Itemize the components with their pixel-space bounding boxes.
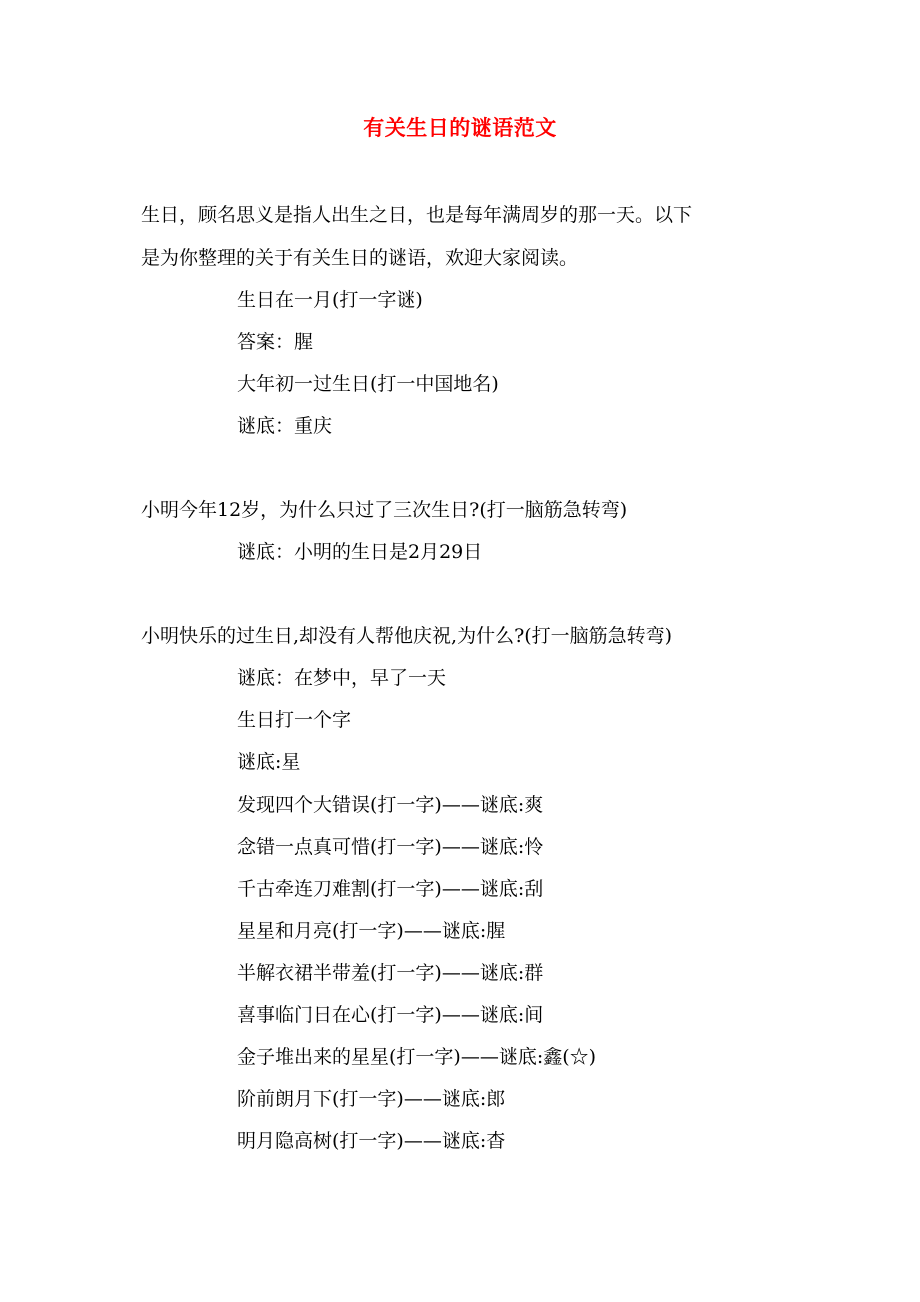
riddle-item: 千古牵连刀难割(打一字)——谜底:刮: [237, 878, 544, 900]
riddle-item: 发现四个大错误(打一字)——谜底:爽: [237, 794, 544, 816]
document-title: 有关生日的谜语范文: [363, 115, 557, 140]
riddle-answer: 谜底：在梦中，早了一天: [237, 667, 447, 689]
riddle-item: 喜事临门日在心(打一字)——谜底:间: [237, 1004, 544, 1026]
riddle-question: 小明快乐的过生日,却没有人帮他庆祝,为什么?(打一脑筋急转弯): [141, 625, 673, 647]
riddle-item: 半解衣裙半带羞(打一字)——谜底:群: [237, 962, 544, 984]
riddle-item: 念错一点真可惜(打一字)——谜底:怜: [237, 836, 544, 858]
paragraph-line: 生日，顾名思义是指人出生之日，也是每年满周岁的那一天。以下: [141, 204, 693, 226]
riddle-item: 阶前朗月下(打一字)——谜底:郎: [237, 1088, 506, 1110]
riddle-item: 明月隐高树(打一字)——谜底:杳: [237, 1130, 506, 1152]
riddle-question: 生日在一月(打一字谜): [237, 289, 423, 311]
riddle-answer: 谜底:星: [237, 751, 301, 773]
riddle-item: 金子堆出来的星星(打一字)——谜底:鑫(☆): [237, 1046, 597, 1068]
riddle-item: 星星和月亮(打一字)——谜底:腥: [237, 920, 506, 942]
riddle-question: 小明今年12岁，为什么只过了三次生日?(打一脑筋急转弯): [141, 499, 628, 521]
riddle-question: 大年初一过生日(打一中国地名): [237, 373, 499, 395]
riddle-answer: 谜底：重庆: [237, 415, 333, 437]
riddle-answer: 谜底：小明的生日是2月29日: [237, 541, 483, 563]
paragraph-line: 是为你整理的关于有关生日的谜语，欢迎大家阅读。: [141, 247, 579, 269]
riddle-answer: 答案：腥: [237, 331, 314, 353]
riddle-question: 生日打一个字: [237, 709, 352, 731]
